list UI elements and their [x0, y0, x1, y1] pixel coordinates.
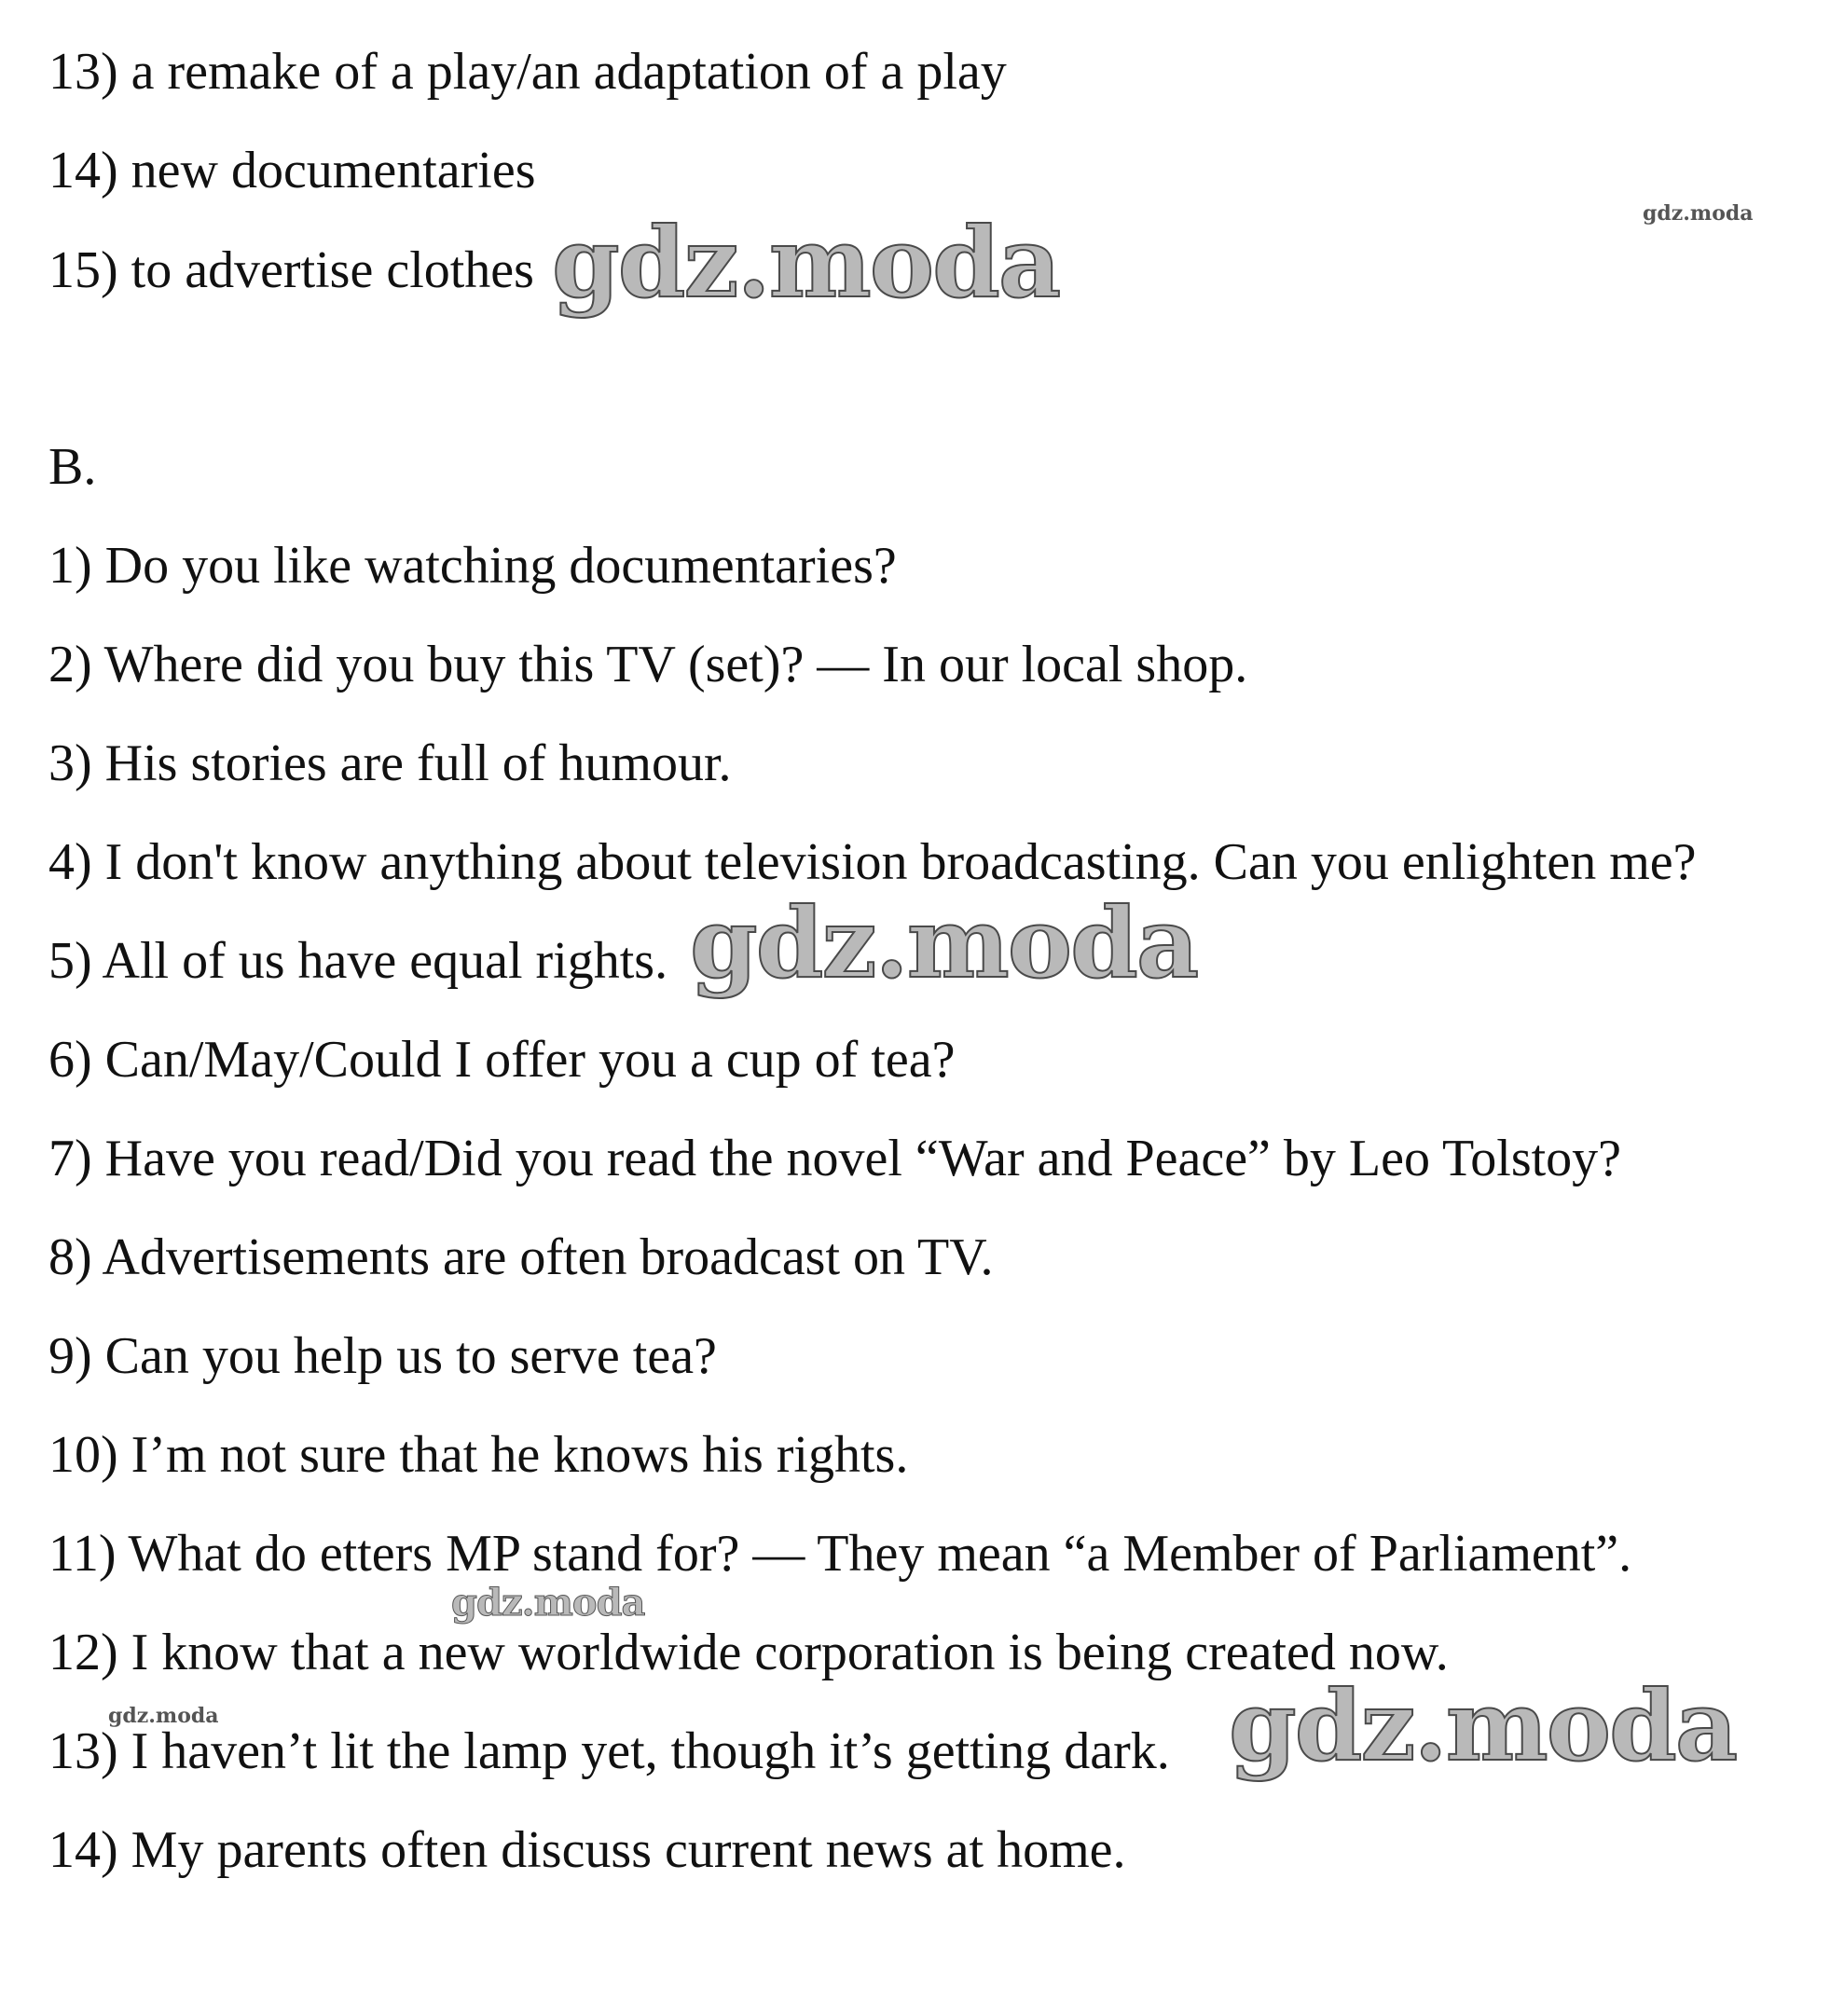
part-a-item-14: 14) new documentaries	[48, 142, 536, 199]
section-b-heading: B.	[48, 438, 97, 496]
watermark-logo: gdz.moda	[1643, 201, 1754, 226]
section-b-item-14: 14) My parents often discuss current news at home.	[48, 1821, 1126, 1879]
watermark-logo: gdz.moda	[451, 1581, 645, 1625]
section-b-item-2: 2) Where did you buy this TV (set)? — In our local shop.	[48, 636, 1248, 693]
watermark-logo: gdz.moda	[1229, 1668, 1737, 1783]
section-b-item-5: 5) All of us have equal rights.	[48, 932, 668, 990]
watermark-logo: gdz.moda	[552, 205, 1060, 320]
section-b-item-10: 10) I’m not sure that he knows his rights.	[48, 1426, 909, 1484]
section-b-item-9: 9) Can you help us to serve tea?	[48, 1327, 717, 1385]
part-a-item-13: 13) a remake of a play/an adaptation of a play	[48, 43, 1007, 101]
section-b-item-8: 8) Advertisements are often broadcast on TV.	[48, 1228, 994, 1286]
watermark-logo: gdz.moda	[108, 1704, 219, 1728]
section-b-item-12: 12) I know that a new worldwide corporation is being created now.	[48, 1624, 1449, 1681]
section-b-item-4: 4) I don't know anything about television broadcasting. Can you enlighten me?	[48, 833, 1697, 891]
part-a-item-15: 15) to advertise clothes	[48, 241, 534, 299]
section-b-item-13: 13) I haven’t lit the lamp yet, though it’s getting dark.	[48, 1722, 1170, 1780]
section-b-item-3: 3) His stories are full of humour.	[48, 734, 732, 792]
section-b-item-11: 11) What do etters MP stand for? — They mean “a Member of Parliament”.	[48, 1525, 1632, 1583]
watermark-logo: gdz.moda	[690, 885, 1198, 1000]
section-b-item-1: 1) Do you like watching documentaries?	[48, 537, 897, 595]
section-b-item-7: 7) Have you read/Did you read the novel “War and Peace” by Leo Tolstoy?	[48, 1130, 1622, 1187]
section-b-item-6: 6) Can/May/Could I offer you a cup of tea?	[48, 1031, 956, 1089]
